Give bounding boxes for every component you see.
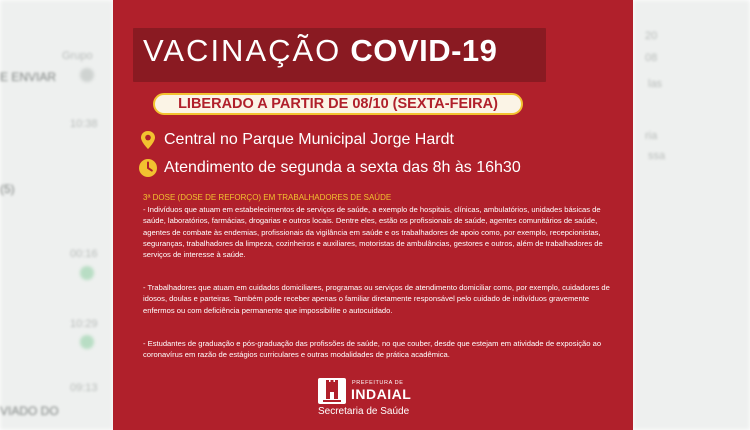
background-dot xyxy=(80,68,94,82)
background-text: ssa xyxy=(648,150,666,162)
background-text: 10:29 xyxy=(70,318,98,330)
background-left-panel xyxy=(0,0,113,430)
background-text: las xyxy=(648,78,663,90)
release-banner: LIBERADO A PARTIR DE 08/10 (SEXTA-FEIRA) xyxy=(153,93,523,115)
background-text: E ENVIAR xyxy=(0,70,57,84)
background-dot xyxy=(80,266,94,280)
logo-prefecture-label: PREFEITURA DE xyxy=(352,380,404,386)
paragraph-health-workers: - Indivíduos que atuam em estabelecimentos de serviços de saúde, a exemplo de hospitais, clínicas, ambulatórios, unidades básicas de saúde, laboratórios, farmácias, drogarias e outros locais. Dentre eles, estão os profissionais de saúde, agentes comunitários de saúde, agentes de combate às endemias, profissionais da vigilância em saúde e os trabalhadores de apoio como, por exemplo, recepcionistas, seguranças, trabalhadores da limpeza, cozinheiros e auxiliares, motoristas de ambulâncias, gestores e outros, além de trabalhadores de serviços de interesse à saúde. xyxy=(143,205,603,260)
location-text: Central no Parque Municipal Jorge Hardt xyxy=(164,131,454,148)
background-text: 08 xyxy=(645,52,658,64)
section-title: 3ª DOSE (DOSE DE REFORÇO) EM TRABALHADORES DE SAÚDE xyxy=(143,193,392,202)
poster-title xyxy=(143,33,497,69)
background-text: Grupo xyxy=(62,50,93,62)
title-bold: COVID-19 xyxy=(350,33,498,68)
background-text: 20 xyxy=(645,30,658,42)
city-logo xyxy=(318,378,346,404)
logo-city-name: INDAIAL xyxy=(351,386,412,402)
location-row xyxy=(138,128,454,152)
background-text: ria xyxy=(645,130,658,142)
background-text: 00:16 xyxy=(70,248,98,260)
city-crest-icon xyxy=(318,378,346,404)
location-pin-icon xyxy=(138,130,158,150)
paragraph-home-care: - Trabalhadores que atuam em cuidados domiciliares, programas ou serviços de atendimento domiciliar como, por exemplo, cuidadores de idosos, doulas e parteiras. Também pode receber apenas o familiar diretamente responsável pelo cuidado de indivíduos gravemente enfermos ou com deficiência permanente que impossibilite o autocuidado. xyxy=(143,283,610,315)
paragraph-students: - Estudantes de graduação e pós-graduação das profissões de saúde, no que couber, desde que estejam em atividade de exposição ao coronavírus em razão de estágios curriculares e outras modalidades de prática acadêmica. xyxy=(143,339,602,360)
vaccination-poster xyxy=(113,0,633,430)
logo-department: Secretaria de Saúde xyxy=(318,406,410,417)
background-text: VIADO DO xyxy=(0,404,59,418)
hours-text: Atendimento de segunda a sexta das 8h às 16h30 xyxy=(164,159,521,176)
background-text: 10:38 xyxy=(70,118,98,130)
background-right-panel xyxy=(633,0,750,430)
title-light: VACINAÇÃO xyxy=(143,33,342,68)
background-text: 09:13 xyxy=(70,382,98,394)
background-text: (5) xyxy=(0,182,15,196)
background-dot xyxy=(80,335,94,349)
hours-row xyxy=(138,156,521,180)
clock-icon xyxy=(138,158,158,178)
